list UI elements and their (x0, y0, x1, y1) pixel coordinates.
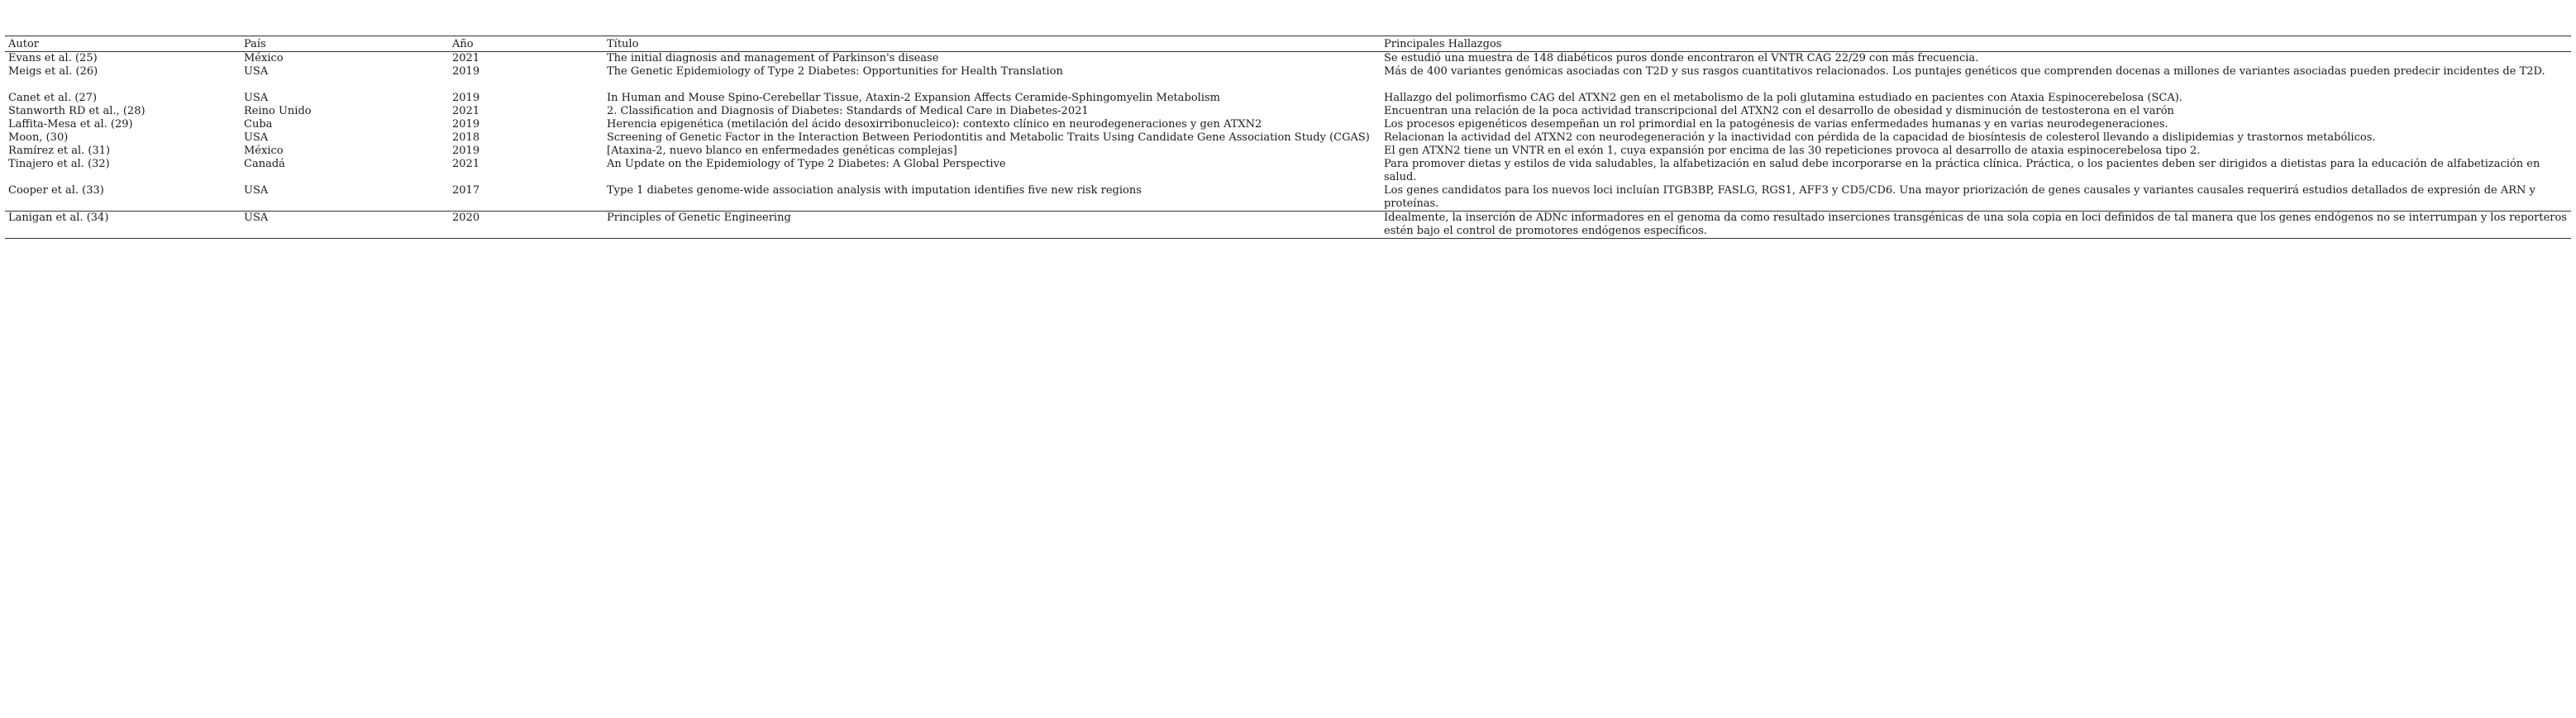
cell-titulo: The Genetic Epidemiology of Type 2 Diabetes: Opportunities for Health Translation (607, 65, 1063, 78)
cell-autor: Canet et al. (27) (8, 92, 98, 104)
cell-autor: Lanigan et al. (34) (5, 212, 241, 239)
table-body (5, 52, 2571, 239)
cell-autor: Meigs et al. (26) (8, 65, 98, 78)
header-hallazgos: Principales Hallazgos (1381, 36, 2571, 52)
header-row (5, 36, 2571, 52)
cell-pais: Cuba (244, 118, 273, 131)
cell-anio: 2020 (449, 212, 603, 239)
cell-titulo: Herencia epigenética (metilación del ácido desoxirribonucleico): contexto clínico en neurodegeneraciones y gen ATXN2 (607, 118, 1262, 131)
cell-hallazgos: Hallazgo del polimorfismo CAG del ATXN2 gen en el metabolismo de la poli glutamina estudiado en pacientes con Ataxia Espinocerebelosa (SCA). (1384, 92, 2182, 104)
table-row (5, 184, 2571, 212)
cell-hallazgos: Para promover dietas y estilos de vida saludables, la alfabetización en salud debe incorporarse en la práctica clínica. Práctica, o los pacientes deben ser dirigidos a dietistas para la educación de alfabetización en salud. (1384, 158, 2540, 183)
cell-autor: Laffita-Mesa et al. (29) (8, 118, 133, 131)
cell-hallazgos: Se estudió una muestra de 148 diabéticos puros donde encontraron el VNTR CAG 22/29 con más frecuencia. (1384, 52, 1979, 64)
cell-titulo: An Update on the Epidemiology of Type 2 Diabetes: A Global Perspective (607, 158, 1006, 170)
table-header (5, 36, 2571, 52)
header-anio: Año (449, 36, 603, 52)
cell-titulo: Type 1 diabetes genome-wide association analysis with imputation identifies five new risk regions (607, 184, 1142, 197)
table-row (5, 158, 2571, 184)
table-row (5, 145, 2571, 158)
cell-autor: Stanworth RD et al., (28) (8, 105, 145, 117)
cell-anio: 2019 (452, 92, 480, 104)
cell-anio: 2021 (452, 105, 480, 117)
table-row (5, 52, 2571, 66)
cell-titulo: 2. Classification and Diagnosis of Diabetes: Standards of Medical Care in Diabetes-2021 (607, 105, 1089, 117)
cell-pais: Reino Unido (244, 105, 312, 117)
findings-table (5, 36, 2571, 239)
cell-anio: 2021 (452, 52, 480, 64)
cell-anio: 2019 (452, 118, 480, 131)
cell-hallazgos: Encuentran una relación de la poca actividad transcripcional del ATXN2 con el desarrollo de obesidad y disminución de testosterona en el varón (1384, 105, 2174, 117)
cell-autor: Tinajero et al. (32) (8, 158, 110, 170)
cell-pais: México (244, 145, 284, 157)
table-row (5, 131, 2571, 145)
cell-autor: Moon, (30) (8, 131, 69, 144)
header-pais: País (241, 36, 449, 52)
cell-anio: 2018 (452, 131, 480, 144)
cell-anio: 2021 (452, 158, 480, 170)
cell-titulo: Principles of Genetic Engineering (603, 212, 1381, 239)
cell-pais: México (244, 52, 284, 64)
cell-pais: USA (244, 65, 269, 78)
table-row (5, 92, 2571, 105)
header-titulo: Título (603, 36, 1381, 52)
cell-titulo: The initial diagnosis and management of Parkinson's disease (607, 52, 939, 64)
cell-anio: 2019 (452, 65, 480, 78)
cell-hallazgos: Los genes candidatos para los nuevos loci incluían ITGB3BP, FASLG, RGS1, AFF3 y CD5/CD6. Una mayor priorización de genes causales y variantes causales requerirá estudios detallados de expresión de ARN y proteínas. (1384, 184, 2535, 210)
cell-titulo: Screening of Genetic Factor in the Interaction Between Periodontitis and Metabolic Traits Using Candidate Gene Association Study (CGAS) (607, 131, 1370, 144)
cell-titulo: [Ataxina-2, nuevo blanco en enfermedades genéticas complejas] (607, 145, 957, 157)
cell-anio: 2019 (452, 145, 480, 157)
cell-pais: USA (241, 212, 449, 239)
cell-pais: USA (244, 184, 269, 197)
cell-hallazgos: Relacionan la actividad del ATXN2 con neurodegeneración y la inactividad con pérdida de la capacidad de biosíntesis de colesterol llevando a dislipidemias y trastornos metabólicos. (1384, 131, 2376, 144)
cell-autor: Ramírez et al. (31) (8, 145, 111, 157)
cell-pais: USA (244, 92, 269, 104)
findings-table-container (5, 36, 2571, 239)
cell-hallazgos: Idealmente, la inserción de ADNc informadores en el genoma da como resultado inserciones transgénicas de una sola copia en loci definidos de tal manera que los genes endógenos no se interrumpan y los reporteros estén bajo el control de promotores endógenos específicos. (1381, 212, 2571, 239)
table-row (5, 65, 2571, 92)
table-row (5, 212, 2571, 239)
cell-autor: Cooper et al. (33) (8, 184, 104, 197)
cell-pais: Canadá (244, 158, 285, 170)
cell-autor: Evans et al. (25) (8, 52, 98, 64)
cell-hallazgos: El gen ATXN2 tiene un VNTR en el exón 1, cuya expansión por encima de las 30 repeticiones provoca al desarrollo de ataxia espinocerebelosa tipo 2. (1384, 145, 2201, 157)
cell-hallazgos: Los procesos epigenéticos desempeñan un rol primordial en la patogénesis de varias enfermedades humanas y en varias neurodegeneraciones. (1384, 118, 2168, 131)
cell-pais: USA (244, 131, 269, 144)
cell-hallazgos: Más de 400 variantes genómicas asociadas con T2D y sus rasgos cuantitativos relacionados. Los puntajes genéticos que comprenden docenas a millones de variantes asociadas pueden predecir incidentes de T2D. (1384, 65, 2545, 78)
cell-anio: 2017 (452, 184, 480, 197)
table-row (5, 118, 2571, 131)
header-autor: Autor (5, 36, 241, 52)
cell-titulo: In Human and Mouse Spino-Cerebellar Tissue, Ataxin-2 Expansion Affects Ceramide-Sphingomyelin Metabolism (607, 92, 1220, 104)
table-row (5, 105, 2571, 118)
